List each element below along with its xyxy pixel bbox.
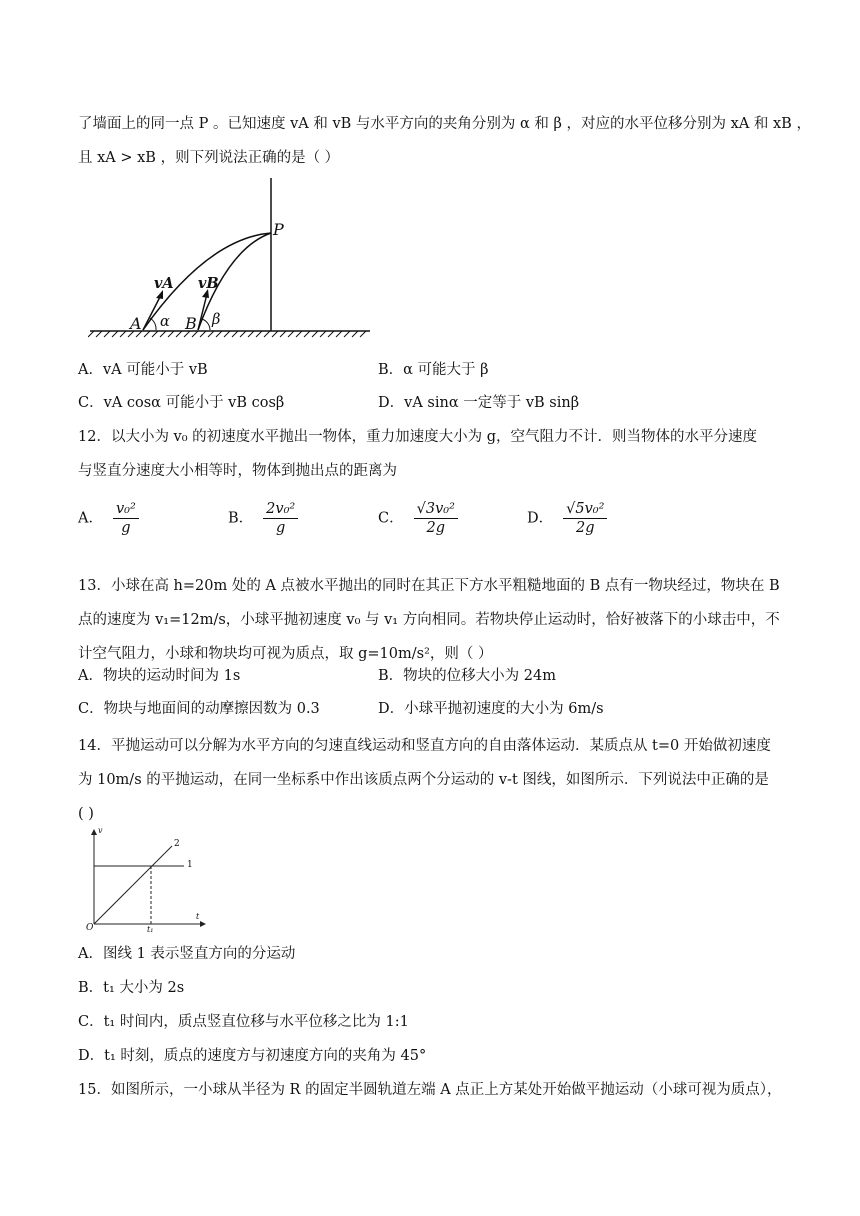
option-label: C． [78, 701, 104, 717]
q13-stem-line2: 点的速度为 v₁=12m/s，小球平抛初速度 v₀ 与 v₁ 方向相同。若物块停止运动时，恰好被落下的小球击中，不 [78, 612, 780, 628]
option-text: 物块与地面间的动摩擦因数为 0.3 [103, 701, 320, 717]
fraction-denominator: g [276, 520, 286, 536]
option-text: vA 可能小于 vB [102, 362, 208, 378]
q14-stem-line2: 为 10m/s 的平抛运动，在同一坐标系中作出该质点两个分运动的 v-t 图线，如图所示．下列说法中正确的是 [78, 772, 769, 788]
angle-beta-label: β [212, 312, 221, 328]
fraction [113, 500, 139, 537]
q13-stem-line1: 13．小球在高 h=20m 处的 A 点被水平抛出的同时在其正下方水平粗糙地面的 B 点有一物块经过，物块在 B [78, 578, 780, 594]
origin-label: O [86, 923, 94, 933]
angle-alpha-label: α [160, 314, 170, 330]
option-label: C． [78, 395, 104, 411]
q11-option-c[interactable] [78, 393, 284, 413]
q11-option-b[interactable] [378, 360, 489, 380]
option-label: D． [78, 1048, 105, 1064]
t1-tick-label: t₁ [147, 925, 154, 934]
line-2-label: 2 [174, 839, 180, 849]
fraction-numerator: √3v₀² [414, 500, 458, 519]
q13-stem-line3: 计空气阻力，小球和物块均可视为质点，取 g=10m/s²，则（ ） [78, 646, 493, 662]
option-text: vA sinα 一定等于 vB sinβ [404, 395, 580, 411]
option-label: B． [378, 668, 404, 684]
q14-option-b[interactable] [78, 978, 184, 998]
fraction [563, 500, 607, 537]
q14-option-a[interactable] [78, 944, 295, 964]
fraction [414, 500, 458, 537]
option-text: α 可能大于 β [403, 362, 489, 378]
fraction-numerator: 2v₀² [263, 500, 298, 519]
option-text: 物块的位移大小为 24m [403, 668, 556, 684]
point-b-label: B [185, 314, 197, 333]
option-label: B． [228, 510, 254, 527]
q11-option-d[interactable] [378, 393, 579, 413]
option-text: t₁ 时间内，质点竖直位移与水平位移之比为 1:1 [103, 1014, 409, 1030]
q12-option-b[interactable] [228, 500, 298, 537]
q12-option-c[interactable] [378, 500, 458, 537]
axis-t-label: t [196, 912, 200, 921]
fraction-denominator: 2g [576, 520, 595, 536]
option-label: A． [78, 510, 103, 527]
q11-option-a[interactable] [78, 360, 208, 380]
fraction-numerator: √5v₀² [563, 500, 607, 519]
option-label: D． [378, 701, 405, 717]
fraction [263, 500, 298, 537]
option-text: t₁ 大小为 2s [103, 980, 185, 996]
velocity-a-label: vA [154, 275, 174, 292]
option-text: vA cosα 可能小于 vB cosβ [103, 395, 285, 411]
option-label: B． [378, 362, 404, 378]
q12-stem-line1: 12．以大小为 v₀ 的初速度水平抛出一物体，重力加速度大小为 g，空气阻力不计．则当物体的水平分速度 [78, 429, 758, 445]
option-text: t₁ 时刻，质点的速度方与初速度方向的夹角为 45° [104, 1048, 427, 1064]
option-text: 图线 1 表示竖直方向的分运动 [102, 946, 296, 962]
axis-v-label: v [98, 826, 103, 835]
option-label: A． [78, 668, 103, 684]
option-label: C． [378, 510, 404, 527]
fraction-numerator: v₀² [113, 500, 139, 519]
q13-option-a[interactable] [78, 666, 240, 686]
q12-option-a[interactable] [78, 500, 139, 537]
q13-option-d[interactable] [378, 699, 604, 719]
q11-figure [88, 178, 378, 340]
q13-option-c[interactable] [78, 699, 320, 719]
fraction-denominator: 2g [426, 520, 446, 536]
option-label: A． [78, 946, 103, 962]
fraction-denominator: g [121, 520, 131, 536]
option-label: B． [78, 980, 104, 996]
option-label: A． [78, 362, 103, 378]
q14-vt-graph [84, 826, 208, 936]
line-1-label: 1 [187, 860, 193, 870]
point-p-label: P [273, 220, 284, 239]
q11-stem-line1: 了墙面上的同一点 P 。已知速度 vA 和 vB 与水平方向的夹角分别为 α 和 β ，对应的水平位移分别为 xA 和 xB ， [78, 116, 811, 132]
option-label: D． [378, 395, 405, 411]
q14-option-c[interactable] [78, 1012, 409, 1032]
point-a-label: A [130, 314, 142, 333]
option-text: 物块的运动时间为 1s [102, 668, 241, 684]
q12-option-d[interactable] [527, 500, 607, 537]
option-text: 小球平抛初速度的大小为 6m/s [404, 701, 604, 717]
q13-option-b[interactable] [378, 666, 556, 686]
option-label: D． [527, 510, 554, 527]
q11-stem-line2: 且 xA > xB ，则下列说法正确的是（ ） [78, 150, 340, 166]
option-label: C． [78, 1014, 104, 1030]
vt-graph-svg [84, 826, 208, 936]
q14-stem-line1: 14．平抛运动可以分解为水平方向的匀速直线运动和竖直方向的自由落体运动．某质点从 t=0 开始做初速度 [78, 738, 771, 754]
q14-stem-line3: ( ) [78, 806, 94, 822]
q12-stem-line2: 与竖直分速度大小相等时，物体到抛出点的距离为 [78, 463, 397, 479]
q15-stem-line1: 15．如图所示，一小球从半径为 R 的固定半圆轨道左端 A 点正上方某处开始做平抛运动（小球可视为质点）， [78, 1082, 782, 1098]
q14-option-d[interactable] [78, 1046, 426, 1066]
velocity-b-label: vB [198, 275, 219, 292]
